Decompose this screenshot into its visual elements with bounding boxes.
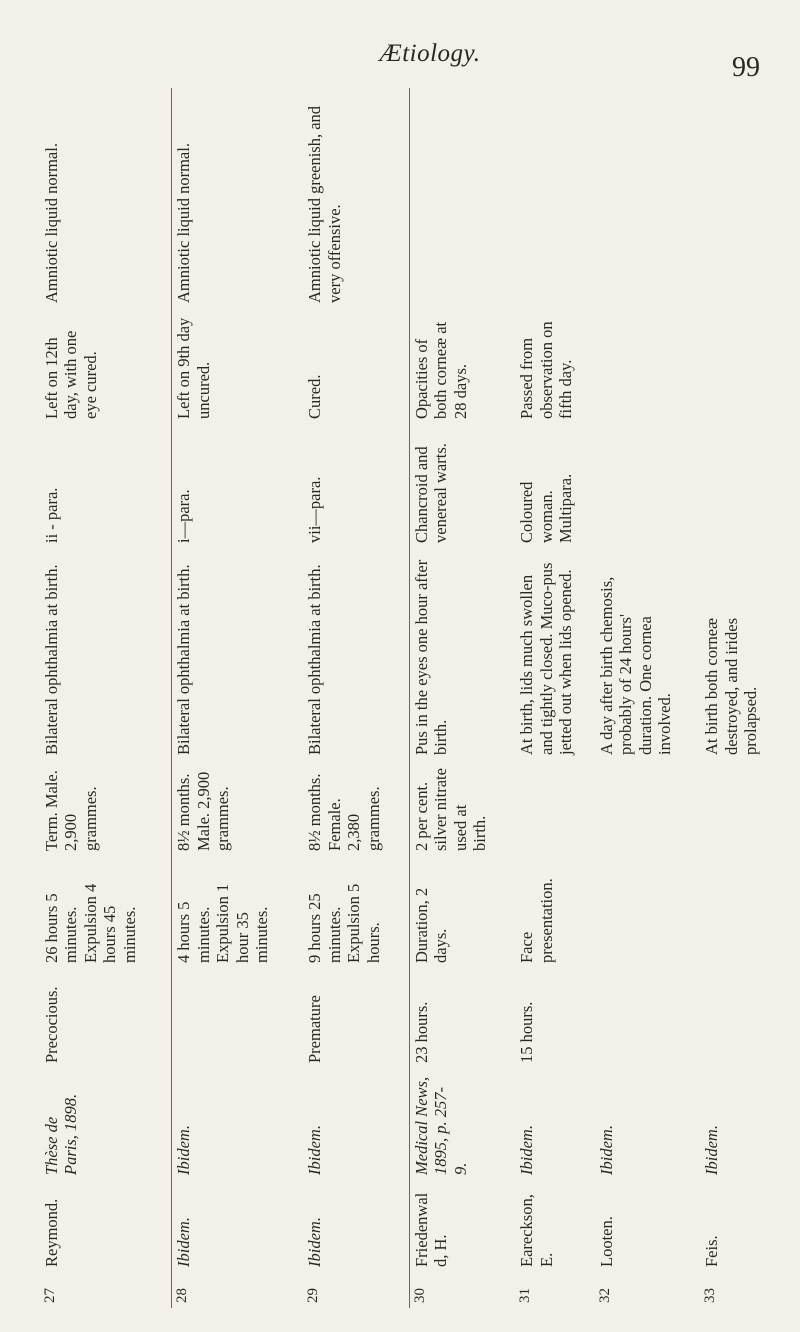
ophthalmia-cell: Bilateral ophthalmia at birth. — [174, 564, 194, 755]
author-cell: Feis. — [702, 1235, 722, 1267]
amniotic-cell: Amniotic liquid greenish, and very offensive. — [303, 88, 409, 308]
child-cell — [595, 760, 700, 856]
result-cell — [700, 308, 780, 424]
mother-cell: ii - para. — [40, 424, 172, 548]
labour-cell — [595, 968, 700, 1068]
duration-cell: Face presentation. — [517, 878, 556, 963]
ophthalmia-cell: A day after birth chemosis, probably of 24 hours' duration. One cornea involved. — [596, 576, 675, 755]
mother-cell: Chancroid and venereal warts. — [411, 443, 451, 543]
reference-cell: Medical News, 1895, p. 257-9. — [411, 1076, 470, 1175]
author-cell: Ibidem. — [303, 1180, 409, 1272]
duration-cell: 26 hours 5 minutes. Expulsion 4 hours 45 minutes. — [40, 856, 172, 968]
ophthalmia-cell: At birth both corneæ destroyed, and irides prolapsed. — [702, 617, 761, 755]
reference-cell: Ibidem. — [517, 1125, 537, 1175]
case-records-table — [40, 88, 780, 1308]
child-cell: Term. Male. 2,900 grammes. — [40, 760, 172, 856]
mother-cell: vii—para. — [303, 424, 409, 548]
reference-cell: Ibidem. — [174, 1125, 194, 1175]
child-cell: 2 per cent. silver nitrate used at birth. — [411, 768, 490, 851]
author-cell: Reymond. — [40, 1180, 172, 1272]
amniotic-cell — [515, 88, 595, 308]
result-cell: Opacities of both corneæ at 28 days. — [411, 321, 470, 419]
case-number: 33 — [702, 1288, 719, 1303]
rotated-table-container — [40, 88, 780, 1308]
case-number: 31 — [517, 1288, 534, 1303]
duration-cell: 9 hours 25 minutes. Expulsion 5 hours. — [303, 856, 409, 968]
table-row — [515, 88, 595, 1308]
mother-cell — [595, 424, 700, 548]
case-number: 28 — [174, 1288, 191, 1303]
duration-cell — [595, 856, 700, 968]
duration-cell: Duration, 2 days. — [411, 887, 451, 963]
case-number: 30 — [411, 1288, 428, 1303]
labour-cell: Premature — [303, 968, 409, 1068]
table-row — [40, 88, 172, 1308]
labour-cell: 15 hours. — [517, 1001, 537, 1063]
mother-cell: i—para. — [174, 489, 194, 543]
reference-cell: Thèse de Paris, 1898. — [40, 1068, 172, 1180]
labour-cell: 23 hours. — [411, 1001, 431, 1063]
reference-cell: Ibidem. — [596, 1125, 616, 1175]
labour-cell: Precocious. — [40, 968, 172, 1068]
case-number: 29 — [303, 1272, 409, 1308]
amniotic-cell — [700, 88, 780, 308]
duration-cell — [700, 856, 780, 968]
author-cell: Ibidem. — [174, 1217, 194, 1267]
result-cell — [595, 308, 700, 424]
result-cell: Passed from observation on fifth day. — [517, 321, 576, 419]
table-row — [700, 88, 780, 1308]
author-cell: Friedenwald, H. — [411, 1192, 451, 1267]
table-row — [409, 88, 515, 1308]
ophthalmia-cell: Bilateral ophthalmia at birth. — [40, 548, 172, 760]
amniotic-cell — [595, 88, 700, 308]
labour-cell — [172, 968, 304, 1068]
child-cell: 8½ months. Female. 2,380 grammes. — [303, 760, 409, 856]
reference-cell: Ibidem. — [303, 1068, 409, 1180]
child-cell — [700, 760, 780, 856]
ophthalmia-cell: At birth, lids much swollen and tightly closed. Muco-pus jetted out when lids opened. — [517, 562, 576, 755]
page-number: 99 — [732, 52, 760, 83]
author-cell: Eareckson, E. — [517, 1194, 556, 1267]
table-row — [303, 88, 409, 1308]
table-row — [172, 88, 304, 1308]
duration-cell: 4 hours 5 minutes. Expulsion 1 hour 35 minutes. — [174, 883, 272, 963]
labour-cell — [700, 968, 780, 1068]
result-cell: Left on 9th day uncured. — [174, 317, 213, 419]
amniotic-cell: Amniotic liquid normal. — [174, 143, 194, 303]
result-cell: Left on 12th day, with one eye cured. — [40, 308, 172, 424]
table-row — [595, 88, 700, 1308]
author-cell: Looten. — [596, 1216, 616, 1267]
child-cell: 8½ months. Male. 2,900 grammes. — [174, 771, 233, 851]
reference-cell: Ibidem. — [702, 1125, 722, 1175]
child-cell — [515, 760, 595, 856]
running-header-title: Ætiology. — [379, 40, 481, 67]
case-number: 27 — [40, 1272, 172, 1308]
amniotic-cell — [409, 88, 515, 308]
mother-cell: Coloured woman. Multipara. — [517, 473, 576, 543]
rotated-table-frame — [40, 88, 780, 1308]
ophthalmia-cell: Pus in the eyes one hour after birth. — [411, 559, 451, 755]
ophthalmia-cell: Bilateral ophthalmia at birth. — [303, 548, 409, 760]
amniotic-cell: Amniotic liquid normal. — [40, 88, 172, 308]
result-cell: Cured. — [303, 308, 409, 424]
case-number: 32 — [596, 1288, 613, 1303]
mother-cell — [700, 424, 780, 548]
